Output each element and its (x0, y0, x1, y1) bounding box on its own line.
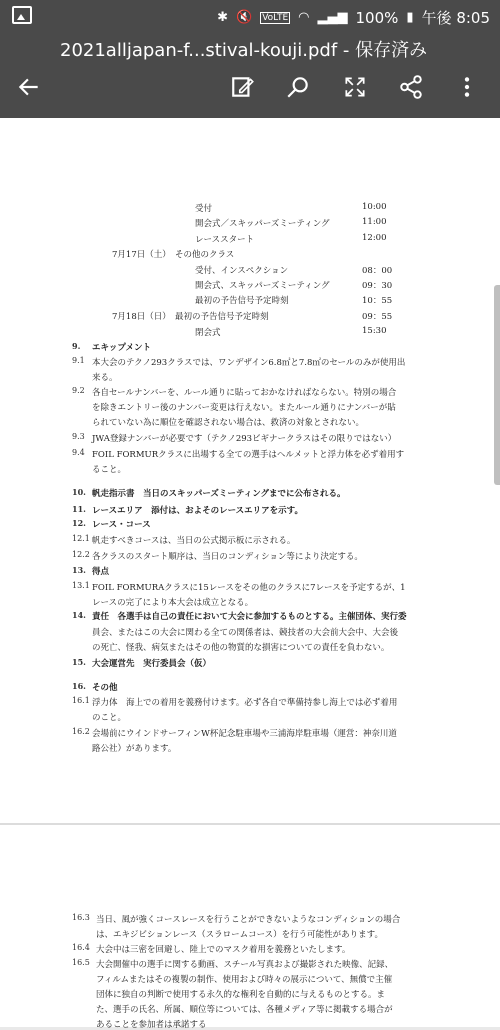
section-number: 9.1 (72, 356, 85, 365)
schedule-label: レーススタート (195, 235, 255, 245)
section-text: 浮力体 海上での着用を義務付けます。必ず各自で準備持参し海上では必ず着用 (92, 698, 398, 708)
schedule-time: 12:00 (362, 233, 387, 243)
section-text: 責任 各選手は自己の責任において大会に参加するものとする。主催団体、実行委 (92, 612, 407, 622)
section-text: 各自セールナンバーを、ルール通りに貼っておかなければならない。特別の場合 (92, 388, 397, 398)
section-text: 大会開催中の選手に関する動画、スチール写真および撮影された映像、記録、 (96, 960, 394, 970)
section-number: 16. (72, 681, 86, 691)
volte-icon: VoLTE (262, 12, 289, 23)
section-text: 会場前にウインドサーフィンW杯記念駐車場や三浦海岸駐車場（運営：神奈川道 (92, 729, 397, 739)
schedule-label: 受付 (195, 204, 213, 214)
section-text: エキップメント (92, 343, 151, 353)
status-icons (217, 7, 490, 28)
section-text: JWA登録ナンバーが必要です（テクノ293ビギナークラスはその限りではない） (92, 434, 397, 444)
section-number: 12. (72, 518, 86, 528)
clock: 午後 8:05 (421, 9, 490, 27)
schedule-time: 15:30 (362, 326, 387, 336)
section-number: 16.4 (72, 943, 90, 952)
share-icon[interactable] (396, 72, 426, 102)
status-bar (0, 0, 500, 32)
pdf-page-1 (0, 118, 500, 823)
section-text: 大会運営先 実行委員会（仮） (92, 659, 212, 669)
schedule-time: 11:00 (362, 217, 387, 227)
signal-icon: ▂▄▆ (317, 10, 348, 25)
schedule-time: 08：00 (362, 266, 393, 276)
schedule-label: 受付、インスペクション (195, 266, 289, 276)
document-title: 2021alljapan-f...stival-kouji.pdf - 保存済み (60, 40, 428, 61)
more-icon[interactable] (452, 72, 482, 102)
search-icon[interactable] (283, 72, 313, 102)
schedule-label: 開会式／スキッパーズミーティング (195, 219, 330, 229)
schedule-label: 7月17日（土） その他のクラス (112, 250, 235, 260)
schedule-label: 最初の予告信号予定時刻 (195, 296, 289, 306)
section-number: 12.1 (72, 534, 90, 543)
section-text: 得点 (92, 567, 110, 577)
toolbar (0, 72, 500, 118)
section-number: 16.2 (72, 727, 90, 736)
pdf-page-2 (0, 825, 500, 1030)
edit-icon[interactable] (228, 72, 258, 102)
section-number: 10. (72, 487, 86, 497)
section-text: 当日、風が強くコースレースを行うことができないようなコンディションの場合 (96, 915, 401, 925)
section-number: 12.2 (72, 550, 90, 559)
schedule-time: 09：55 (362, 312, 393, 322)
section-number: 11. (72, 504, 86, 514)
section-text: を除きエントリー後のナンバー変更は行えない。またルール通りにナンバーが貼 (92, 403, 396, 413)
bluetooth-icon: ✱ (217, 10, 229, 25)
section-number: 9. (72, 341, 81, 351)
section-text: レースエリア 添付は、およそのレースエリアを示す。 (92, 506, 303, 516)
section-text: 員会、またはこの大会に関わる全ての関係者は、競技者の大会前大会中、大会後 (92, 628, 399, 638)
section-text: た、選手の氏名、所属、順位等については、各種メディア等に掲載する場合が (96, 1005, 393, 1015)
section-text: のこと。 (92, 713, 127, 723)
section-text: 大会中は三密を回避し、陸上でのマスク着用を義務といたします。 (96, 945, 351, 955)
mute-icon: 🔇 (236, 10, 253, 25)
section-number: 16.5 (72, 958, 90, 967)
section-text: 路公社）があります。 (92, 744, 177, 754)
section-text: の死亡、怪我、病気またはその他の物質的な損害についての責任を負わない。 (92, 643, 390, 653)
back-arrow-icon[interactable] (14, 72, 44, 102)
wifi-icon: ◠ (298, 10, 310, 25)
section-text: FOIL FORMURクラスに出場する全ての選手はヘルメットと浮力体を必ず着用す (92, 450, 405, 460)
section-text: 各クラスのスタート順序は、当日のコンディション等により決定する。 (92, 552, 363, 562)
section-text: ること。 (92, 465, 127, 475)
section-number: 14. (72, 610, 86, 620)
gallery-icon (12, 6, 32, 24)
section-number: 9.3 (72, 432, 85, 441)
schedule-label: 7月18日（日） 最初の予告信号予定時刻 (112, 312, 269, 322)
schedule-time: 10：55 (362, 296, 393, 306)
section-number: 9.2 (72, 386, 85, 395)
section-text: られていない為に順位を確認されない場合は、救済の対象とされない。 (92, 418, 365, 428)
fullscreen-icon[interactable] (340, 72, 370, 102)
section-text: FOIL FORMURAクラスに15レースをその他のクラスに7レースを予定するが、1 (92, 583, 406, 593)
section-number: 16.1 (72, 696, 90, 705)
section-number: 13. (72, 565, 86, 575)
section-text: 帆走すべきコースは、当日の公式掲示板に示される。 (92, 536, 296, 546)
battery-icon: ▮ (406, 10, 414, 25)
section-text: は、エキジビションレース（スラロームコース）を行う可能性があります。 (96, 930, 384, 940)
scroll-handle[interactable] (494, 285, 500, 485)
battery-level: 100% (355, 8, 399, 27)
section-text: 来る。 (92, 373, 118, 383)
schedule-time: 10:00 (362, 202, 387, 212)
section-text: フィルムまたはその複製の制作、使用および時々の展示について、無償で主催 (96, 975, 393, 985)
section-text: 団体に独自の判断で使用する永久的な権利を自動的に与えるものとする。ま (96, 990, 386, 1000)
section-text: その他 (92, 683, 118, 693)
section-text: 本大会のテクノ293クラスでは、ワンデザイン6.8㎡と7.8㎡のセールのみが使用出 (92, 358, 406, 368)
section-text: あることを参加者は承諾する (96, 1020, 207, 1030)
schedule-time: 09：30 (362, 281, 393, 291)
schedule-label: 閉会式 (195, 328, 221, 338)
section-text: レース・コース (92, 520, 151, 530)
section-number: 16.3 (72, 913, 90, 922)
title-bar (0, 32, 500, 118)
section-number: 13.1 (72, 581, 90, 590)
schedule-label: 開会式、スキッパーズミーティング (195, 281, 330, 291)
section-text: 帆走指示書 当日のスキッパーズミーティングまでに公布される。 (92, 489, 346, 499)
section-number: 9.4 (72, 448, 85, 457)
section-number: 15. (72, 657, 86, 667)
section-text: レースの完了により本大会は成立となる。 (92, 598, 254, 608)
